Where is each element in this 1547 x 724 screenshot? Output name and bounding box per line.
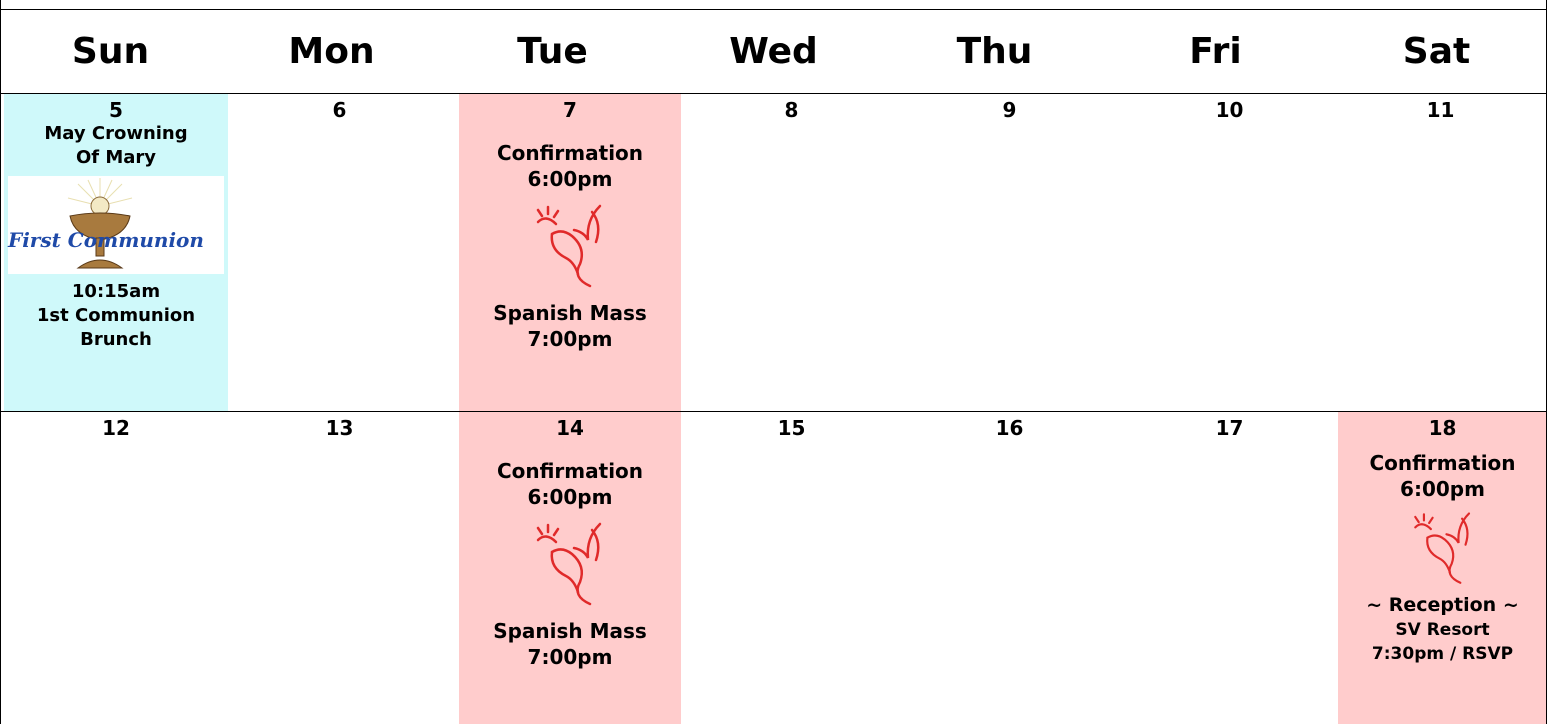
day-number: 11 (1426, 98, 1455, 122)
left-border (0, 10, 1, 724)
event-title: Spanish Mass (493, 301, 647, 325)
day-cell-6[interactable] (229, 94, 450, 411)
event-title: Confirmation (496, 459, 644, 483)
day-number: 12 (102, 416, 130, 440)
event-title: Confirmation (1369, 451, 1516, 475)
header-divider (0, 93, 1547, 94)
day-cell-13[interactable] (229, 412, 450, 724)
day-number: 5 (109, 98, 123, 122)
day-number: 13 (325, 416, 354, 440)
weekday-fri: Fri (1189, 31, 1242, 72)
event-time: 7:00pm (527, 327, 613, 351)
event-title: ~ Reception ~ (1366, 594, 1519, 616)
day-number: 7 (563, 98, 577, 122)
weekday-thu: Thu (956, 31, 1033, 72)
event-title: Of Mary (75, 147, 157, 168)
event-title: 1st Communion (36, 305, 196, 326)
day-number: 17 (1215, 416, 1244, 440)
dove-icon (1408, 510, 1478, 588)
day-number: 8 (784, 98, 799, 122)
event-time: 6:00pm (527, 485, 613, 509)
event-time: 10:15am (71, 281, 161, 302)
first-communion-text: First Communion (8, 228, 204, 252)
event-title: Spanish Mass (493, 619, 647, 643)
day-cell-15[interactable] (681, 412, 902, 724)
day-number: 18 (1428, 416, 1457, 440)
week-divider (0, 411, 1547, 412)
weekday-sun: Sun (71, 31, 150, 72)
event-place: SV Resort (1395, 620, 1490, 640)
day-cell-8[interactable] (681, 94, 902, 411)
day-cell-17[interactable] (1119, 412, 1340, 724)
day-cell-18[interactable] (1338, 412, 1547, 724)
weekday-sat: Sat (1402, 31, 1471, 72)
weekday-mon: Mon (288, 31, 375, 72)
day-number: 9 (1002, 98, 1017, 122)
event-time: 6:00pm (1400, 477, 1485, 501)
event-title: May Crowning (44, 123, 188, 144)
event-title: Confirmation (496, 141, 644, 165)
day-number: 14 (556, 416, 584, 440)
day-number: 15 (777, 416, 806, 440)
day-cell-16[interactable] (899, 412, 1120, 724)
day-cell-7[interactable] (459, 94, 681, 411)
weekday-wed: Wed (729, 31, 818, 72)
first-communion-image (8, 176, 224, 274)
day-number: 10 (1215, 98, 1244, 122)
day-cell-9[interactable] (899, 94, 1120, 411)
chalice-icon (8, 176, 224, 274)
day-cell-10[interactable] (1119, 94, 1340, 411)
day-number: 6 (332, 98, 347, 122)
day-number: 16 (995, 416, 1024, 440)
event-time: 7:00pm (527, 645, 613, 669)
day-cell-11[interactable] (1334, 94, 1547, 411)
event-time: 6:00pm (527, 167, 613, 191)
calendar-grid (0, 10, 1547, 724)
event-time: 7:30pm / RSVP (1371, 644, 1514, 664)
day-cell-5[interactable] (4, 94, 228, 411)
day-cell-14[interactable] (459, 412, 681, 724)
page-top-border (0, 0, 1547, 10)
weekday-tue: Tue (517, 31, 588, 72)
dove-icon (530, 202, 610, 292)
event-title: Brunch (80, 329, 152, 350)
day-cell-12[interactable] (4, 412, 228, 724)
dove-icon (530, 520, 610, 610)
